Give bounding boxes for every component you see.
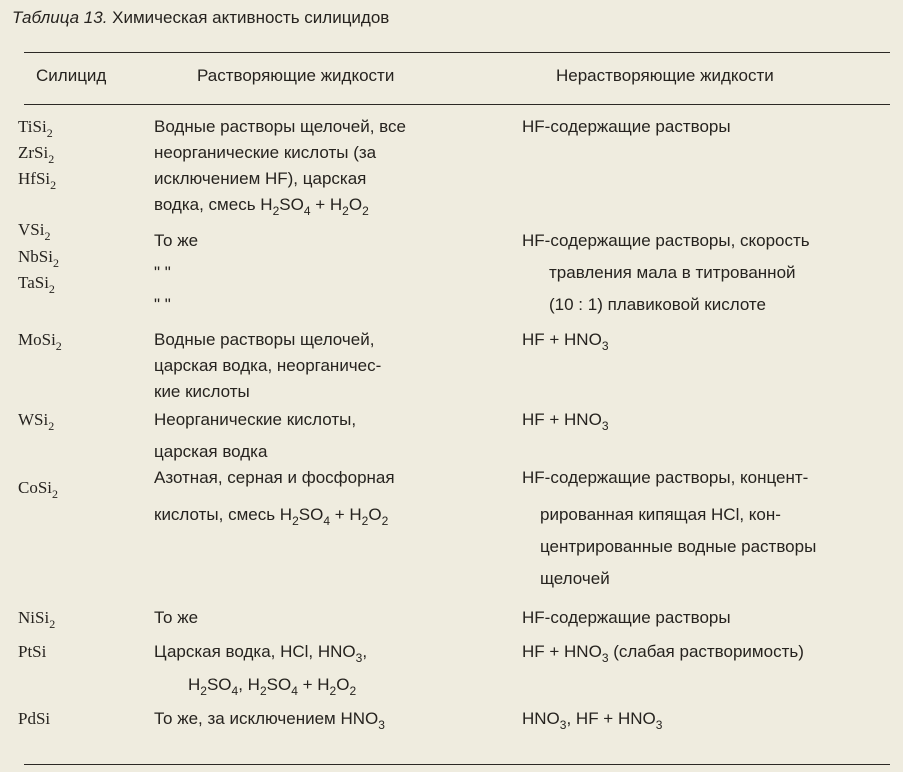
dissolving-liquids-line: царская водка (154, 442, 268, 461)
header-dissolving: Растворяющие жидкости (197, 66, 395, 85)
silicide-formula: NbSi$_2$ (18, 247, 59, 270)
dissolving-liquids-line: неорганические кислоты (за (154, 143, 377, 162)
dissolving-liquids-line: исключением HF), царская (154, 169, 367, 188)
table-number: Таблица 13. (12, 8, 108, 27)
silicide-formula: VSi$_2$ (18, 220, 51, 243)
silicide-formula: NiSi$_2$ (18, 608, 56, 631)
nondissolving-liquids-line: HF-содержащие растворы (522, 117, 731, 136)
nondissolving-liquids-line: (10 : 1) плавиковой кислоте (549, 295, 766, 314)
nondissolving-liquids-line: HF-содержащие растворы, скорость (522, 231, 810, 250)
dissolving-liquids-line: " " (154, 295, 171, 314)
silicide-formula: ZrSi$_2$ (18, 143, 55, 166)
header-silicide: Силицид (36, 66, 107, 85)
nondissolving-liquids-line: HF + $HNO_3$ (522, 330, 609, 353)
silicide-formula: PdSi (18, 709, 51, 728)
dissolving-liquids-line: То же, за исключением $HNO_3$ (154, 709, 385, 732)
silicide-formula: MoSi$_2$ (18, 330, 62, 353)
table-header-rule (24, 104, 890, 105)
nondissolving-liquids-line: HF + $HNO_3$ (522, 410, 609, 433)
nondissolving-liquids-line: щелочей (540, 569, 610, 588)
table-caption (12, 8, 389, 28)
silicide-formula: HfSi$_2$ (18, 169, 57, 192)
nondissolving-liquids-line: рированная кипящая HCl, кон- (540, 505, 781, 524)
dissolving-liquids-line: Водные растворы щелочей, (154, 330, 375, 349)
nondissolving-liquids-line: HF-содержащие растворы, концент- (522, 468, 809, 487)
silicide-formula: CoSi$_2$ (18, 478, 59, 501)
header-nondissolving: Нерастворяющие жидкости (556, 66, 774, 85)
dissolving-liquids-line: " " (154, 263, 171, 282)
dissolving-liquids-line: водка, смесь $H_2SO_4 + H_2O_2$ (154, 195, 369, 218)
nondissolving-liquids-line: $HNO_3$, HF + $HNO_3$ (522, 709, 663, 732)
dissolving-liquids-line: Водные растворы щелочей, все (154, 117, 406, 136)
dissolving-liquids-line: Царская водка, HCl, $HNO_3$, (154, 642, 368, 665)
dissolving-liquids-line: царская водка, неорганичес- (154, 356, 382, 375)
nondissolving-liquids-line: HF + $HNO_3$ (слабая растворимость) (522, 642, 804, 665)
table-bottom-rule (24, 764, 890, 765)
dissolving-liquids-line: Неорганические кислоты, (154, 410, 357, 429)
nondissolving-liquids-line: HF-содержащие растворы (522, 608, 731, 627)
nondissolving-liquids-line: травления мала в титрованной (549, 263, 796, 282)
silicide-formula: PtSi (18, 642, 47, 661)
dissolving-liquids-line: Азотная, серная и фосфорная (154, 468, 395, 487)
dissolving-liquids-line: кие кислоты (154, 382, 250, 401)
nondissolving-liquids-line: центрированные водные растворы (540, 537, 817, 556)
silicide-formula: TaSi$_2$ (18, 273, 55, 296)
dissolving-liquids-line: То же (154, 231, 199, 250)
dissolving-liquids-line: кислоты, смесь $H_2SO_4 + H_2O_2$ (154, 505, 389, 528)
dissolving-liquids-line: То же (154, 608, 199, 627)
table-title: Химическая активность силицидов (112, 8, 390, 27)
dissolving-liquids-line: $H_2SO_4$, $H_2SO_4 + H_2O_2$ (188, 675, 357, 698)
silicide-formula: TiSi$_2$ (18, 117, 53, 140)
silicide-formula: WSi$_2$ (18, 410, 55, 433)
table-top-rule (24, 52, 890, 53)
